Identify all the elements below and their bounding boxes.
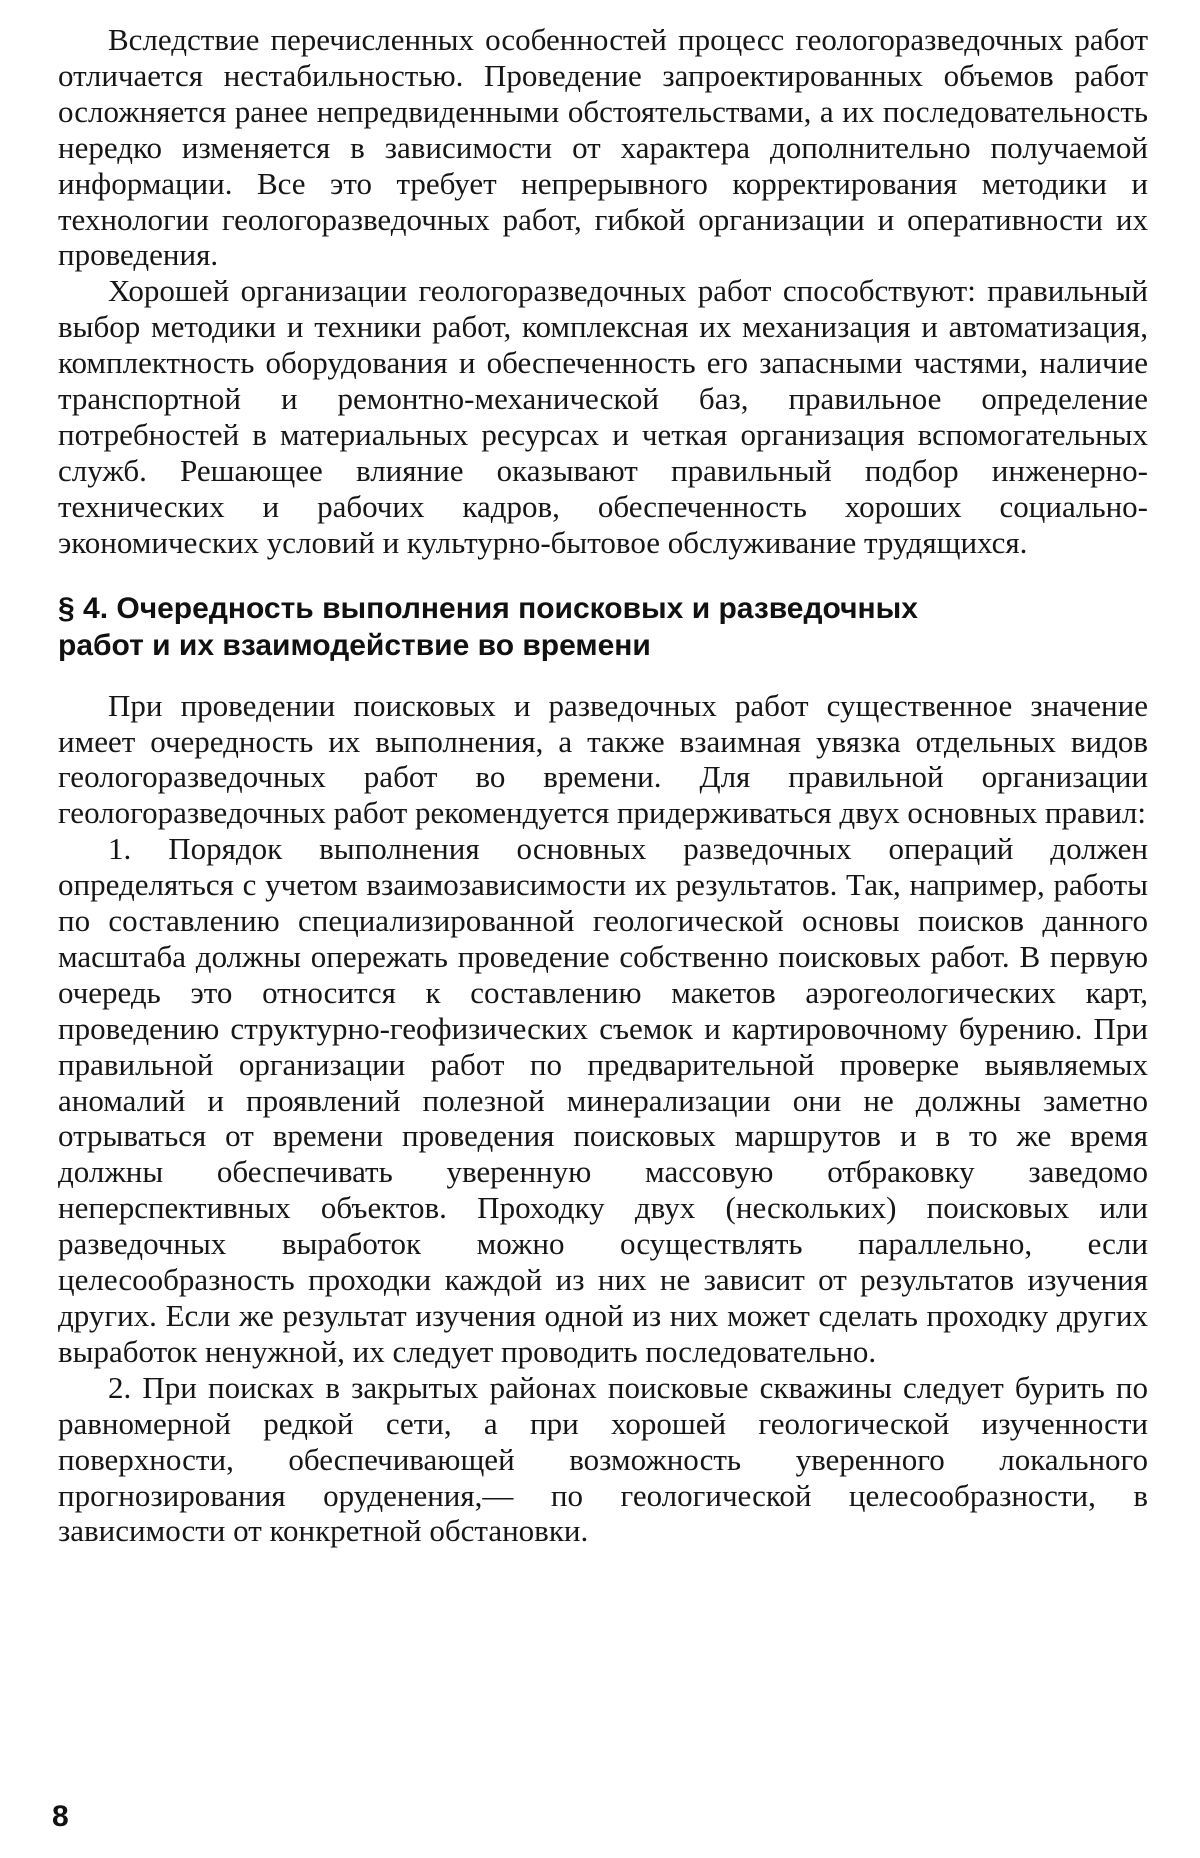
section-heading-line-1: § 4. Очередность выполнения поисковых и разведочных: [58, 591, 918, 625]
paragraph-rule-2: 2. При поисках в закрытых районах поисковые скважины следует бурить по равномерной редкой сети, а при хорошей геологической изученности поверхности, обеспечивающей возможность уверенного локального прогнозирования оруденения,— по геологической целесообразности, в зависимости от конкретной обстановки.: [58, 1369, 1148, 1549]
page-body: [58, 22, 1148, 1549]
paragraph-sequence-intro: При проведении поисковых и разведочных работ существенное значение имеет очередность их выполнения, а также взаимная увязка отдельных видов геологоразведочных работ во времени. Для правильной организации геологоразведочных работ рекомендуется придерживаться двух основных правил:: [58, 687, 1148, 831]
paragraph-instability: Вследствие перечисленных особенностей процесс геологоразведочных работ отличается нестабильностью. Проведение запроектированных объемов работ осложняется ранее непредвиденными обстоятельствами, а их последовательность нередко изменяется в зависимости от характера дополнительно получаемой информации. Все это требует непрерывного корректирования методики и технологии геологоразведочных работ, гибкой организации и оперативности их проведения.: [58, 22, 1148, 273]
page-number: 8: [52, 1800, 69, 1833]
paragraph-organization-factors: Хорошей организации геологоразведочных работ способствуют: правильный выбор методики и техники работ, комплексная их механизация и автоматизация, комплектность оборудования и обеспеченность его запасными частями, наличие транспортной и ремонтно-механической баз, правильное определение потребностей в материальных ресурсах и четкая организация вспомогательных служб. Решающее влияние оказывают правильный подбор инженерно-технических и рабочих кадров, обеспеченность хороших социально-экономических условий и культурно-бытовое обслуживание трудящихся.: [58, 273, 1148, 560]
section-heading-line-2: работ и их взаимодействие во времени: [58, 628, 651, 662]
section-heading: [58, 590, 1148, 664]
paragraph-rule-1: 1. Порядок выполнения основных разведочных операций должен определяться с учетом взаимозависимости их результатов. Так, например, работы по составлению специализированной геологической основы поисков данного масштаба должны опережать проведение собственно поисковых работ. В первую очередь это относится к составлению макетов аэрогеологических карт, проведению структурно-геофизических съемок и картировочному бурению. При правильной организации работ по предварительной проверке выявляемых аномалий и проявлений полезной минерализации они не должны заметно отрываться от времени проведения поисковых маршрутов и в то же время должны обеспечивать уверенную массовую отбраковку заведомо неперспективных объектов. Проходку двух (нескольких) поисковых или разведочных выработок можно осуществлять параллельно, если целесообразность проходки каждой из них не зависит от результатов изучения других. Если же результат изучения одной из них может сделать проходку других выработок ненужной, их следует проводить последовательно.: [58, 831, 1148, 1369]
